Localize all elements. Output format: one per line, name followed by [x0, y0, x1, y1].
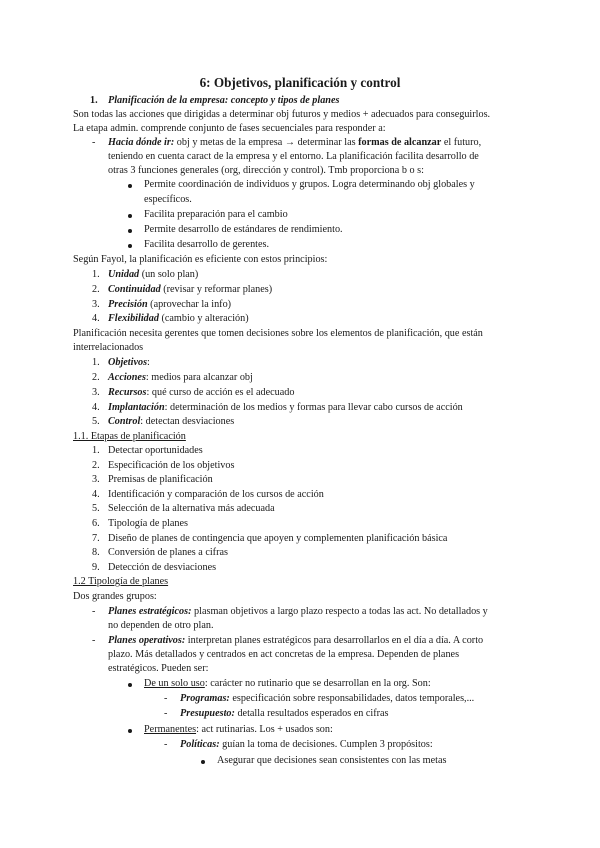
list-text: (revisar y reformar planes) — [160, 284, 273, 295]
list-item — [108, 284, 272, 296]
list-number: 5. — [92, 416, 100, 427]
list-text: (un solo plan) — [139, 269, 199, 280]
bullet-icon — [128, 729, 132, 733]
list-number: 8. — [92, 547, 100, 558]
bullet-item: Facilita preparación para el cambio — [144, 209, 288, 220]
dash-marker: - — [164, 739, 168, 750]
bullet-item: Facilita desarrollo de gerentes. — [144, 239, 270, 250]
bullet-icon — [201, 760, 205, 764]
bullet-icon — [128, 244, 132, 248]
bullet-icon — [128, 229, 132, 233]
list-text: : determinación de los medios y formas para llevar cabo cursos de acción — [164, 402, 463, 413]
list-text: plazo. Más detallados y centrados en act concretas de la empresa. Dependen de planes — [108, 649, 460, 660]
bullet-item: específicos. — [144, 194, 192, 205]
bullet-item — [144, 678, 431, 690]
section-heading: Planificación de la empresa: concepto y tipos de planes — [108, 95, 340, 106]
list-text: especificación sobre responsabilidades, datos temporales,... — [229, 693, 475, 704]
list-number: 4. — [92, 489, 100, 500]
list-text: no dependen de otro plan. — [108, 620, 214, 631]
bullet-item — [144, 724, 333, 736]
list-number: 3. — [92, 387, 100, 398]
page-title: 6: Objetivos, planificación y control — [199, 75, 401, 90]
term-label: Planes estratégicos: — [108, 606, 192, 617]
list-number: 2. — [92, 284, 100, 295]
paragraph: Son todas las acciones que dirigidas a determinar obj futuros y medios + adecuados para conseguirlos. — [73, 109, 491, 120]
list-text: el futuro, — [441, 137, 482, 148]
list-item: Detectar oportunidades — [108, 445, 203, 456]
list-number: 7. — [92, 533, 100, 544]
dash-marker: - — [164, 708, 168, 719]
paragraph: Planificación necesita gerentes que tomen decisiones sobre los elementos de planificación, que están — [73, 328, 483, 339]
list-item — [108, 402, 463, 414]
list-item: Diseño de planes de contingencia que apoyen y complementen planificación básica — [108, 533, 448, 544]
list-text: otras 3 funciones generales (org, dirección y control). Tmb proporciona b o s: — [108, 165, 424, 176]
list-item — [108, 635, 483, 647]
list-item — [108, 387, 294, 399]
list-item: Conversión de planes a cifras — [108, 547, 228, 558]
list-text: : act rutinarias. Los + usados son: — [196, 724, 333, 735]
paragraph: Según Fayol, la planificación es eficiente con estos principios: — [73, 254, 328, 265]
term-label: Continuidad — [108, 284, 161, 295]
list-item: Identificación y comparación de los cursos de acción — [108, 489, 324, 500]
list-text: : — [147, 357, 150, 368]
list-item — [180, 708, 389, 720]
list-text: : carácter no rutinario que se desarrollan en la org. Son: — [204, 678, 431, 689]
list-item — [108, 606, 488, 618]
dash-marker: - — [92, 137, 96, 148]
paragraph: La etapa admin. comprende conjunto de fases secuenciales para responder a: — [73, 123, 386, 134]
section-number: 1. — [90, 95, 98, 106]
list-number: 3. — [92, 299, 100, 310]
term-label: Unidad — [108, 269, 140, 280]
list-number: 4. — [92, 313, 100, 324]
list-item: Premisas de planificación — [108, 474, 213, 485]
list-number: 5. — [92, 503, 100, 514]
term-label: Planes operativos: — [108, 635, 186, 646]
list-item: Detección de desviaciones — [108, 562, 217, 573]
bullet-item: Asegurar que decisiones sean consistentes con las metas — [217, 755, 447, 766]
list-item — [108, 299, 231, 311]
paragraph: interrelacionados — [73, 342, 144, 353]
list-text: : qué curso de acción es el adecuado — [146, 387, 295, 398]
term-label: Objetivos — [108, 357, 148, 368]
list-item — [108, 416, 234, 428]
list-item — [108, 269, 198, 281]
list-item: Tipología de planes — [108, 518, 188, 529]
term-label: Programas: — [180, 693, 230, 704]
list-item — [108, 137, 481, 149]
subsection-heading: 1.1. Etapas de planificación — [73, 431, 186, 442]
list-number: 1. — [92, 357, 100, 368]
list-number: 2. — [92, 372, 100, 383]
list-text: : detectan desviaciones — [140, 416, 235, 427]
bullet-icon — [128, 184, 132, 188]
list-text: teniendo en cuenta caract de la empresa y el entorno. La planificación facilita desarrollo de — [108, 151, 479, 162]
term-label: Acciones — [108, 372, 146, 383]
list-text: (cambio y alteración) — [158, 313, 249, 324]
term-label: Recursos — [108, 387, 147, 398]
term-label: Control — [108, 416, 141, 427]
term-label: Flexibilidad — [108, 313, 159, 324]
dash-marker: - — [92, 606, 96, 617]
list-item — [108, 357, 150, 369]
list-number: 4. — [92, 402, 100, 413]
bullet-item: Permite desarrollo de estándares de rendimiento. — [144, 224, 343, 235]
list-number: 1. — [92, 269, 100, 280]
list-text: : medios para alcanzar obj — [145, 372, 253, 383]
term-label: De un solo uso — [144, 678, 205, 689]
list-text: (aprovechar la info) — [147, 299, 232, 310]
list-item — [180, 739, 433, 751]
term-label: Presupuesto: — [180, 708, 235, 719]
subsection-heading: 1.2 Tipología de planes — [73, 576, 169, 587]
term-label: Políticas: — [180, 739, 220, 750]
dash-marker: - — [92, 635, 96, 646]
dash-marker: - — [164, 693, 168, 704]
list-number: 3. — [92, 474, 100, 485]
term-label: Implantación — [108, 402, 165, 413]
bullet-icon — [128, 214, 132, 218]
list-item — [108, 313, 249, 325]
list-text: plasman objetivos a largo plazo respecto a todas las act. No detallados y — [191, 606, 488, 617]
list-text: interpretan planes estratégicos para desarrollarlos en el día a día. A corto — [185, 635, 484, 646]
list-text: obj y metas de la empresa → determinar las — [174, 137, 359, 148]
list-item — [108, 372, 253, 384]
term-label: Hacia dónde ir: — [108, 137, 175, 148]
list-item: Especificación de los objetivos — [108, 460, 235, 471]
term-label: Precisión — [108, 299, 148, 310]
list-number: 6. — [92, 518, 100, 529]
emphasis: formas de alcanzar — [358, 137, 442, 148]
list-number: 9. — [92, 562, 100, 573]
list-number: 1. — [92, 445, 100, 456]
term-label: Permanentes — [144, 724, 197, 735]
paragraph: Dos grandes grupos: — [73, 591, 157, 602]
list-text: guían la toma de decisiones. Cumplen 3 propósitos: — [219, 739, 433, 750]
list-item: Selección de la alternativa más adecuada — [108, 503, 275, 514]
list-text: estratégicos. Pueden ser: — [108, 663, 209, 674]
list-number: 2. — [92, 460, 100, 471]
bullet-icon — [128, 683, 132, 687]
bullet-item: Permite coordinación de individuos y grupos. Logra determinando obj globales y — [144, 179, 475, 190]
list-text: detalla resultados esperados en cifras — [234, 708, 389, 719]
list-item — [180, 693, 474, 705]
